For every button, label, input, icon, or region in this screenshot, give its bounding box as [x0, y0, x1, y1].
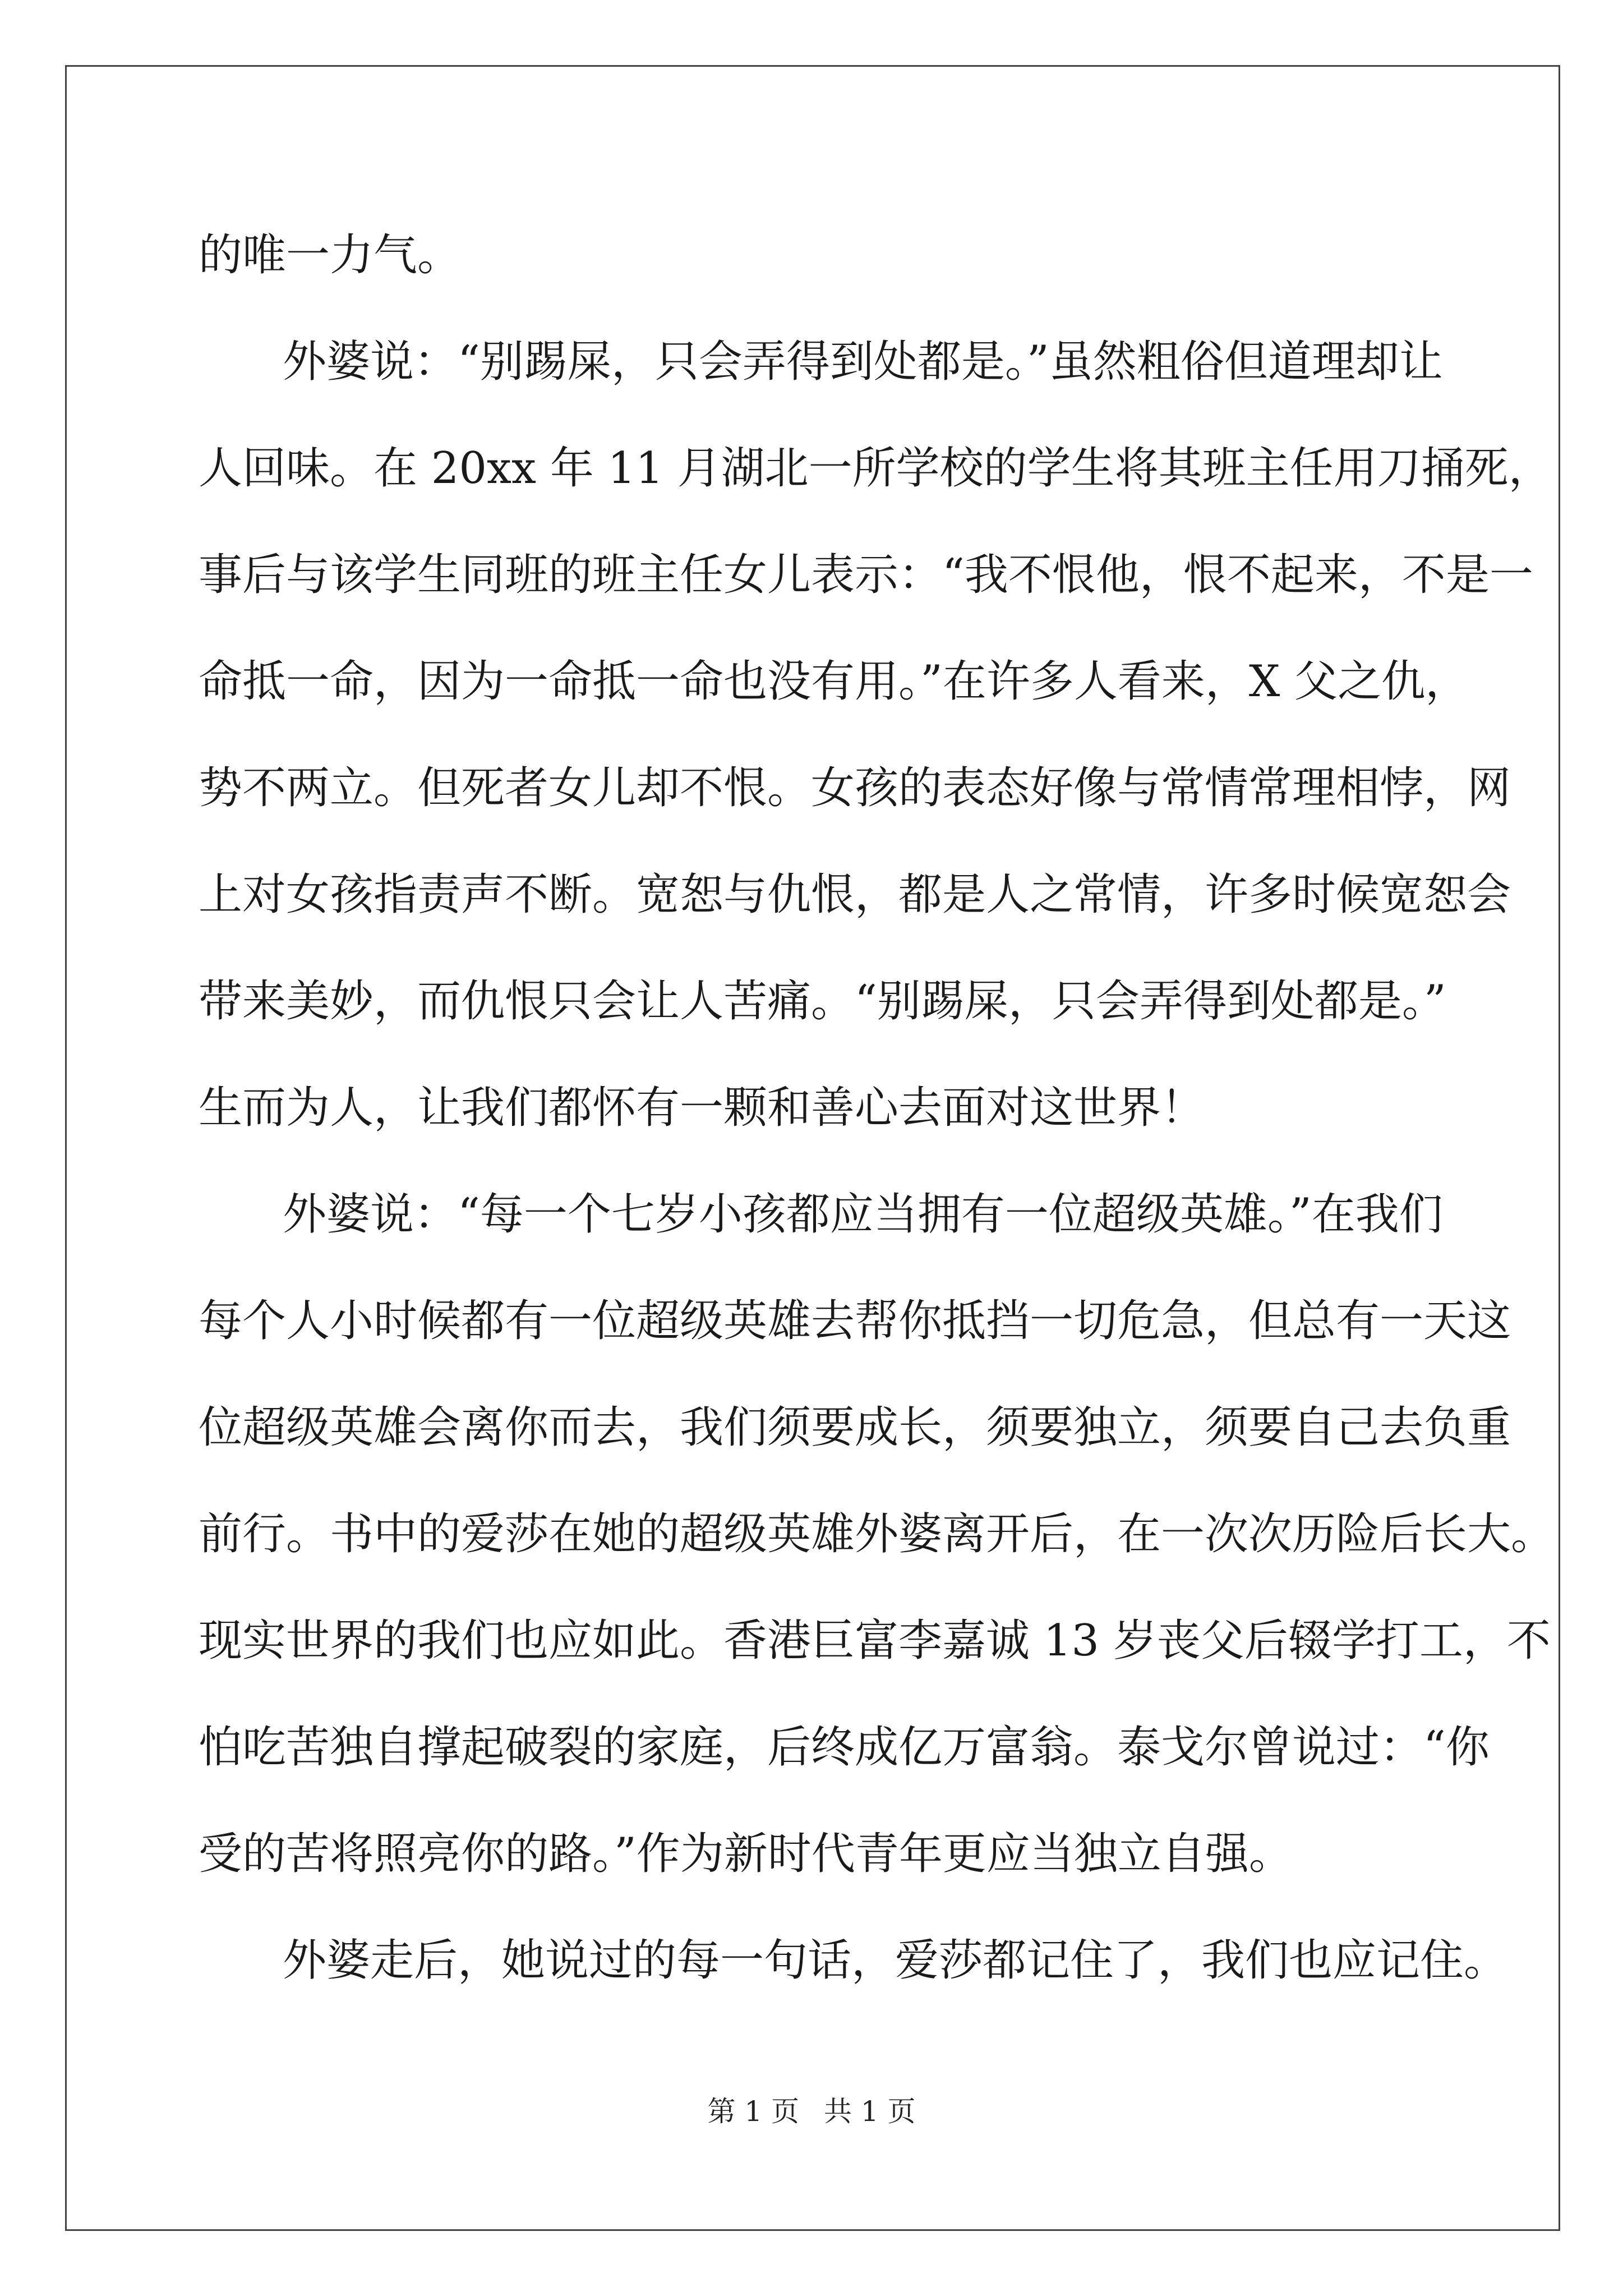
text-line: 外婆说：“别踢屎，只会弄得到处都是。”虽然粗俗但道理却让 [283, 337, 1443, 387]
text-line: 位超级英雄会离你而去，我们须要成长，须要独立，须要自己去负重 [199, 1402, 1511, 1453]
document-body [199, 202, 1555, 2014]
text-line: 命抵一命，因为一命抵一命也没有用。”在许多人看来，X 父之仇， [199, 656, 1469, 707]
text-line: 的唯一力气。 [199, 230, 462, 280]
text-line: 现实世界的我们也应如此。香港巨富李嘉诚 13 岁丧父后辍学打工，不 [199, 1616, 1551, 1666]
text-line: 带来美妙，而仇恨只会让人苦痛。“别踢屎，只会弄得到处都是。” [199, 976, 1446, 1027]
text-line: 外婆走后，她说过的每一句话，爱莎都记住了，我们也应记住。 [283, 1935, 1508, 1986]
text-line: 上对女孩指责声不断。宽恕与仇恨，都是人之常情，许多时候宽恕会 [199, 869, 1511, 920]
text-line: 外婆说：“每一个七岁小孩都应当拥有一位超级英雄。”在我们 [283, 1189, 1443, 1240]
page-number: 第 1 页 [707, 2095, 800, 2128]
text-line: 事后与该学生同班的班主任女儿表示：“我不恨他，恨不起来，不是一 [199, 550, 1533, 600]
text-line: 每个人小时候都有一位超级英雄去帮你抵挡一切危急，但总有一天这 [199, 1296, 1511, 1346]
text-line: 前行。书中的爱莎在她的超级英雄外婆离开后，在一次次历险后长大。 [199, 1509, 1555, 1559]
text-line: 怕吃苦独自撑起破裂的家庭，后终成亿万富翁。泰戈尔曾说过：“你 [199, 1722, 1490, 1773]
page-total: 共 1 页 [823, 2095, 916, 2128]
text-line: 生而为人，让我们都怀有一颗和善心去面对这世界！ [199, 1083, 1205, 1133]
text-line: 势不两立。但死者女儿却不恨。女孩的表态好像与常情常理相悖，网 [199, 763, 1511, 813]
text-line: 人回味。在 20xx 年 11 月湖北一所学校的学生将其班主任用刀捅死， [199, 443, 1552, 494]
text-line: 受的苦将照亮你的路。”作为新时代青年更应当独立自强。 [199, 1829, 1293, 1879]
page-footer [0, 2095, 1623, 2128]
